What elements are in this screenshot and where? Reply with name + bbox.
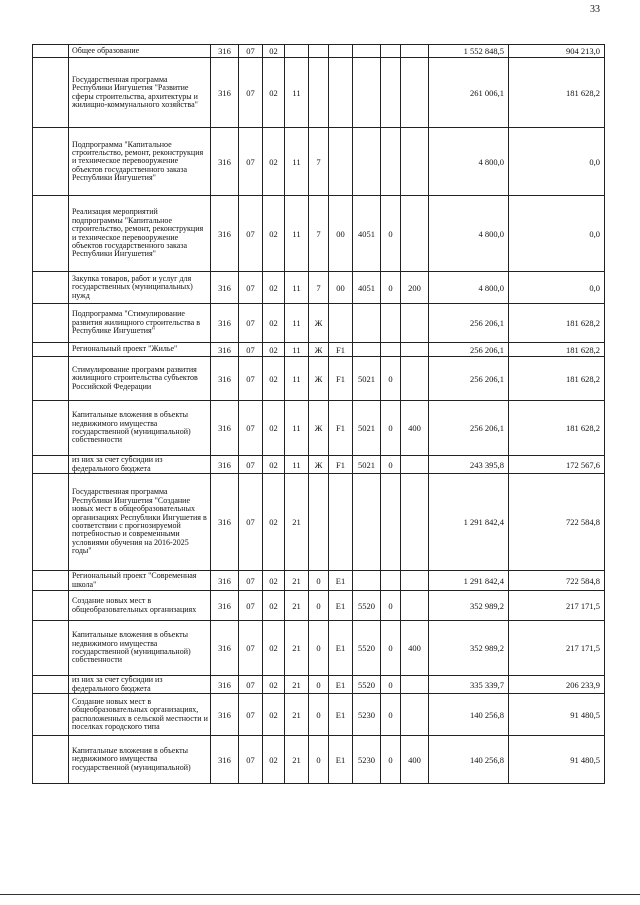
amount-cell-1: 335 339,7 xyxy=(429,676,509,694)
code-cell: 5021 xyxy=(353,357,381,401)
row-name-cell: Реализация мероприятий подпрограммы "Капитальное строительство, ремонт, реконструкция и техническое перевооружение объектов государственного заказа Республики Ингушетия" xyxy=(69,196,211,272)
table-row xyxy=(33,128,605,196)
code-cell: 11 xyxy=(285,128,309,196)
amount-cell-1: 352 989,2 xyxy=(429,621,509,676)
table-row xyxy=(33,196,605,272)
code-cell: 00 xyxy=(329,196,353,272)
amount-cell-2: 0,0 xyxy=(509,272,605,304)
code-cell: 21 xyxy=(285,474,309,571)
code-cell: 02 xyxy=(263,128,285,196)
code-cell: 316 xyxy=(211,571,239,591)
code-cell: 0 xyxy=(381,736,401,784)
code-cell: F1 xyxy=(329,343,353,357)
table-row xyxy=(33,272,605,304)
code-cell xyxy=(353,474,381,571)
code-cell: Ж xyxy=(309,456,329,474)
code-cell: 0 xyxy=(381,401,401,456)
code-cell xyxy=(353,343,381,357)
code-cell xyxy=(401,128,429,196)
amount-cell-1: 140 256,8 xyxy=(429,736,509,784)
row-margin-cell xyxy=(33,196,69,272)
code-cell xyxy=(401,694,429,736)
code-cell xyxy=(329,474,353,571)
code-cell xyxy=(353,128,381,196)
code-cell: 07 xyxy=(239,357,263,401)
code-cell: 200 xyxy=(401,272,429,304)
code-cell: 316 xyxy=(211,401,239,456)
row-name-cell: Региональный проект "Современная школа" xyxy=(69,571,211,591)
amount-cell-2: 181 628,2 xyxy=(509,343,605,357)
amount-cell-2: 181 628,2 xyxy=(509,304,605,343)
amount-cell-2: 722 584,8 xyxy=(509,571,605,591)
code-cell: 11 xyxy=(285,304,309,343)
amount-cell-2: 91 480,5 xyxy=(509,694,605,736)
amount-cell-2: 0,0 xyxy=(509,196,605,272)
page-number: 33 xyxy=(590,4,600,15)
code-cell: 5021 xyxy=(353,401,381,456)
table-body xyxy=(33,45,605,784)
amount-cell-2: 904 213,0 xyxy=(509,45,605,58)
code-cell: 316 xyxy=(211,272,239,304)
code-cell: 21 xyxy=(285,571,309,591)
code-cell: 316 xyxy=(211,304,239,343)
code-cell: 316 xyxy=(211,58,239,128)
code-cell xyxy=(401,456,429,474)
code-cell: 02 xyxy=(263,736,285,784)
code-cell xyxy=(353,45,381,58)
code-cell: 07 xyxy=(239,621,263,676)
row-name-cell: Капитальные вложения в объекты недвижимого имущества государственной (муниципальной) xyxy=(69,736,211,784)
row-name-cell: Закупка товаров, работ и услуг для государственных (муниципальных) нужд xyxy=(69,272,211,304)
code-cell: 07 xyxy=(239,694,263,736)
code-cell: 07 xyxy=(239,45,263,58)
code-cell: F1 xyxy=(329,456,353,474)
code-cell: Ж xyxy=(309,304,329,343)
amount-cell-2: 172 567,6 xyxy=(509,456,605,474)
row-margin-cell xyxy=(33,357,69,401)
code-cell: 02 xyxy=(263,591,285,621)
code-cell: 07 xyxy=(239,736,263,784)
code-cell xyxy=(329,58,353,128)
code-cell: 11 xyxy=(285,196,309,272)
code-cell: 316 xyxy=(211,474,239,571)
code-cell: 21 xyxy=(285,736,309,784)
code-cell xyxy=(401,304,429,343)
amount-cell-2: 722 584,8 xyxy=(509,474,605,571)
code-cell: 11 xyxy=(285,343,309,357)
code-cell xyxy=(309,474,329,571)
amount-cell-1: 256 206,1 xyxy=(429,343,509,357)
table-row xyxy=(33,45,605,58)
code-cell xyxy=(329,128,353,196)
code-cell: 0 xyxy=(381,591,401,621)
code-cell: 316 xyxy=(211,196,239,272)
amount-cell-2: 181 628,2 xyxy=(509,357,605,401)
code-cell: 02 xyxy=(263,401,285,456)
code-cell xyxy=(329,45,353,58)
code-cell: 0 xyxy=(381,621,401,676)
code-cell: 02 xyxy=(263,343,285,357)
amount-cell-2: 91 480,5 xyxy=(509,736,605,784)
row-margin-cell xyxy=(33,676,69,694)
row-margin-cell xyxy=(33,591,69,621)
code-cell: 0 xyxy=(309,621,329,676)
amount-cell-1: 4 800,0 xyxy=(429,128,509,196)
code-cell: 21 xyxy=(285,621,309,676)
amount-cell-1: 4 800,0 xyxy=(429,196,509,272)
table-row xyxy=(33,571,605,591)
table-row xyxy=(33,304,605,343)
amount-cell-2: 206 233,9 xyxy=(509,676,605,694)
code-cell: 02 xyxy=(263,621,285,676)
code-cell: 5230 xyxy=(353,694,381,736)
table-row xyxy=(33,591,605,621)
code-cell xyxy=(381,128,401,196)
row-margin-cell xyxy=(33,343,69,357)
code-cell xyxy=(401,58,429,128)
code-cell: 21 xyxy=(285,676,309,694)
budget-table xyxy=(32,44,605,784)
row-name-cell: Региональный проект "Жилье" xyxy=(69,343,211,357)
code-cell: 0 xyxy=(309,591,329,621)
code-cell: 0 xyxy=(309,571,329,591)
code-cell: Ж xyxy=(309,357,329,401)
code-cell: 02 xyxy=(263,357,285,401)
row-margin-cell xyxy=(33,456,69,474)
code-cell: 316 xyxy=(211,343,239,357)
code-cell: 07 xyxy=(239,196,263,272)
code-cell: 07 xyxy=(239,272,263,304)
code-cell: Ж xyxy=(309,343,329,357)
code-cell: 316 xyxy=(211,128,239,196)
row-name-cell: Создание новых мест в общеобразовательных организациях, расположенных в сельской местности и поселках городского типа xyxy=(69,694,211,736)
row-name-cell: Капитальные вложения в объекты недвижимого имущества государственной (муниципальной) собственности xyxy=(69,401,211,456)
amount-cell-1: 1 291 842,4 xyxy=(429,474,509,571)
code-cell: 11 xyxy=(285,456,309,474)
code-cell: 02 xyxy=(263,571,285,591)
table-row xyxy=(33,621,605,676)
code-cell xyxy=(401,591,429,621)
amount-cell-1: 256 206,1 xyxy=(429,357,509,401)
code-cell: 7 xyxy=(309,272,329,304)
code-cell: F1 xyxy=(329,357,353,401)
code-cell xyxy=(381,58,401,128)
table-row xyxy=(33,474,605,571)
amount-cell-2: 181 628,2 xyxy=(509,401,605,456)
code-cell xyxy=(381,474,401,571)
code-cell: 316 xyxy=(211,45,239,58)
code-cell: 400 xyxy=(401,401,429,456)
row-name-cell: Государственная программа Республики Ингушетия "Развитие сферы строительства, архитектуры и жилищно-коммунального хозяйства" xyxy=(69,58,211,128)
code-cell: E1 xyxy=(329,736,353,784)
code-cell: 07 xyxy=(239,456,263,474)
row-name-cell: Создание новых мест в общеобразовательных организациях xyxy=(69,591,211,621)
code-cell xyxy=(309,45,329,58)
code-cell: 07 xyxy=(239,474,263,571)
code-cell: 5230 xyxy=(353,736,381,784)
code-cell xyxy=(401,343,429,357)
code-cell: 316 xyxy=(211,357,239,401)
code-cell: 316 xyxy=(211,694,239,736)
code-cell: 316 xyxy=(211,676,239,694)
code-cell: E1 xyxy=(329,676,353,694)
code-cell: 4051 xyxy=(353,272,381,304)
code-cell: F1 xyxy=(329,401,353,456)
table-row xyxy=(33,676,605,694)
code-cell: 316 xyxy=(211,736,239,784)
code-cell xyxy=(353,304,381,343)
code-cell: E1 xyxy=(329,571,353,591)
code-cell xyxy=(401,474,429,571)
bottom-rule xyxy=(0,894,640,895)
code-cell: 316 xyxy=(211,591,239,621)
code-cell xyxy=(353,571,381,591)
code-cell: 316 xyxy=(211,456,239,474)
code-cell xyxy=(329,304,353,343)
amount-cell-1: 140 256,8 xyxy=(429,694,509,736)
code-cell xyxy=(353,58,381,128)
code-cell: 0 xyxy=(309,736,329,784)
code-cell xyxy=(381,343,401,357)
code-cell: 07 xyxy=(239,343,263,357)
row-margin-cell xyxy=(33,304,69,343)
code-cell xyxy=(309,58,329,128)
row-margin-cell xyxy=(33,621,69,676)
row-name-cell: из них за счет субсидии из федерального бюджета xyxy=(69,676,211,694)
table-row xyxy=(33,456,605,474)
row-name-cell: Капитальные вложения в объекты недвижимого имущества государственной (муниципальной) собственности xyxy=(69,621,211,676)
code-cell xyxy=(381,571,401,591)
code-cell: 02 xyxy=(263,196,285,272)
code-cell: 5520 xyxy=(353,621,381,676)
code-cell: 00 xyxy=(329,272,353,304)
amount-cell-2: 0,0 xyxy=(509,128,605,196)
code-cell: 0 xyxy=(309,694,329,736)
code-cell xyxy=(285,45,309,58)
code-cell: 07 xyxy=(239,128,263,196)
code-cell: 07 xyxy=(239,571,263,591)
code-cell: 11 xyxy=(285,357,309,401)
amount-cell-1: 4 800,0 xyxy=(429,272,509,304)
code-cell: 02 xyxy=(263,474,285,571)
table-row xyxy=(33,58,605,128)
code-cell: Ж xyxy=(309,401,329,456)
code-cell xyxy=(401,571,429,591)
row-name-cell: Общее образование xyxy=(69,45,211,58)
amount-cell-2: 181 628,2 xyxy=(509,58,605,128)
amount-cell-1: 1 552 848,5 xyxy=(429,45,509,58)
row-name-cell: Подпрограмма "Капитальное строительство, ремонт, реконструкция и техническое перевооружение объектов государственного заказа Республики Ингушетия" xyxy=(69,128,211,196)
row-name-cell: Подпрограмма "Стимулирование развития жилищного строительства в Республике Ингушетия" xyxy=(69,304,211,343)
code-cell: 07 xyxy=(239,591,263,621)
code-cell: 02 xyxy=(263,304,285,343)
code-cell: 0 xyxy=(309,676,329,694)
row-margin-cell xyxy=(33,571,69,591)
amount-cell-1: 256 206,1 xyxy=(429,401,509,456)
code-cell xyxy=(381,304,401,343)
amount-cell-2: 217 171,5 xyxy=(509,591,605,621)
code-cell: 5021 xyxy=(353,456,381,474)
code-cell xyxy=(401,45,429,58)
code-cell: 400 xyxy=(401,621,429,676)
amount-cell-1: 1 291 842,4 xyxy=(429,571,509,591)
row-name-cell: из них за счет субсидии из федерального бюджета xyxy=(69,456,211,474)
code-cell: 4051 xyxy=(353,196,381,272)
code-cell: 5520 xyxy=(353,676,381,694)
table-row xyxy=(33,343,605,357)
code-cell: 02 xyxy=(263,694,285,736)
code-cell: 11 xyxy=(285,58,309,128)
code-cell: 07 xyxy=(239,304,263,343)
code-cell: 21 xyxy=(285,591,309,621)
code-cell: 02 xyxy=(263,58,285,128)
code-cell: 02 xyxy=(263,456,285,474)
code-cell: 5520 xyxy=(353,591,381,621)
code-cell: 0 xyxy=(381,272,401,304)
code-cell: 0 xyxy=(381,694,401,736)
code-cell: 02 xyxy=(263,676,285,694)
code-cell: 07 xyxy=(239,58,263,128)
row-margin-cell xyxy=(33,401,69,456)
row-margin-cell xyxy=(33,736,69,784)
code-cell: 07 xyxy=(239,676,263,694)
code-cell: 21 xyxy=(285,694,309,736)
amount-cell-1: 352 989,2 xyxy=(429,591,509,621)
code-cell xyxy=(401,196,429,272)
row-margin-cell xyxy=(33,272,69,304)
code-cell: 02 xyxy=(263,272,285,304)
code-cell: E1 xyxy=(329,591,353,621)
code-cell: 07 xyxy=(239,401,263,456)
table-row xyxy=(33,694,605,736)
code-cell: 0 xyxy=(381,456,401,474)
code-cell: 7 xyxy=(309,128,329,196)
table-row xyxy=(33,736,605,784)
code-cell: 7 xyxy=(309,196,329,272)
code-cell: 11 xyxy=(285,401,309,456)
code-cell: E1 xyxy=(329,621,353,676)
table-row xyxy=(33,401,605,456)
amount-cell-1: 261 006,1 xyxy=(429,58,509,128)
code-cell: 11 xyxy=(285,272,309,304)
row-margin-cell xyxy=(33,45,69,58)
code-cell: 316 xyxy=(211,621,239,676)
code-cell: 0 xyxy=(381,196,401,272)
row-margin-cell xyxy=(33,128,69,196)
amount-cell-2: 217 171,5 xyxy=(509,621,605,676)
amount-cell-1: 243 395,8 xyxy=(429,456,509,474)
row-name-cell: Стимулирование программ развития жилищного строительства субъектов Российской Федерации xyxy=(69,357,211,401)
code-cell xyxy=(381,45,401,58)
code-cell: 0 xyxy=(381,676,401,694)
code-cell: 0 xyxy=(381,357,401,401)
code-cell: E1 xyxy=(329,694,353,736)
code-cell xyxy=(401,357,429,401)
table-row xyxy=(33,357,605,401)
row-margin-cell xyxy=(33,694,69,736)
code-cell: 02 xyxy=(263,45,285,58)
row-margin-cell xyxy=(33,58,69,128)
amount-cell-1: 256 206,1 xyxy=(429,304,509,343)
row-margin-cell xyxy=(33,474,69,571)
code-cell: 400 xyxy=(401,736,429,784)
code-cell xyxy=(401,676,429,694)
row-name-cell: Государственная программа Республики Ингушетия "Создание новых мест в общеобразовательных организациях Республики Ингушетия в соответствии с прогнозируемой потребностью и современными условиями обучения на 2016-2025 годы" xyxy=(69,474,211,571)
